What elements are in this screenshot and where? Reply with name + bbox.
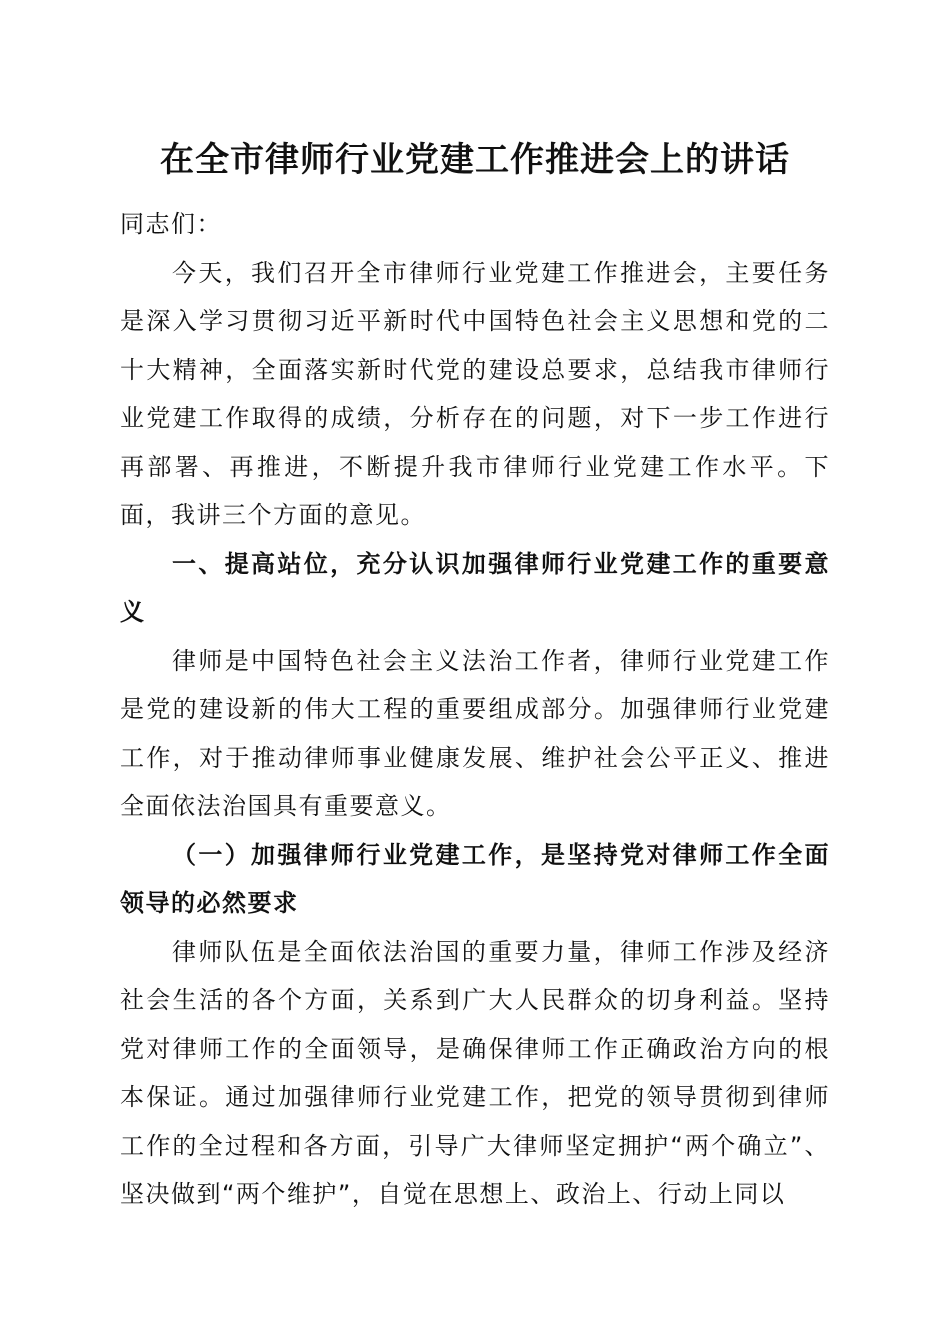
document-title: 在全市律师行业党建工作推进会上的讲话 [160,140,790,180]
salutation: 同志们： [120,210,222,238]
subsection-heading-1: （一）加强律师行业党建工作，是坚持党对律师工作全面领导的必然要求 [120,839,830,917]
section-heading-1: 一、提高站位，充分认识加强律师行业党建工作的重要意义 [120,549,830,626]
intro-paragraph: 今天，我们召开全市律师行业党建工作推进会，主要任务是深入学习贯彻习近平新时代中国特色社会主义思想和党的二十大精神，全面落实新时代党的建设总要求，总结我市律师行业党建工作取得的成绩，分析存在的问题，对下一步工作进行再部署、再推进，不断提升我市律师行业党建工作水平。下面，我讲三个方面的意见。 [120,258,830,529]
document-body [120,200,830,1219]
section-1-paragraph: 律师是中国特色社会主义法治工作者，律师行业党建工作是党的建设新的伟大工程的重要组成部分。加强律师行业党建工作，对于推动律师事业健康发展、维护社会公平正义、推进全面依法治国具有重要意义。 [120,646,830,820]
subsection-1-paragraph: 律师队伍是全面依法治国的重要力量，律师工作涉及经济社会生活的各个方面，关系到广大人民群众的切身利益。坚持党对律师工作的全面领导，是确保律师工作正确政治方向的根本保证。通过加强律师行业党建工作，把党的领导贯彻到律师工作的全过程和各方面，引导广大律师坚定拥护“两个确立”、坚决做到“两个维护”，自觉在思想上、政治上、行动上同以 [120,937,830,1208]
